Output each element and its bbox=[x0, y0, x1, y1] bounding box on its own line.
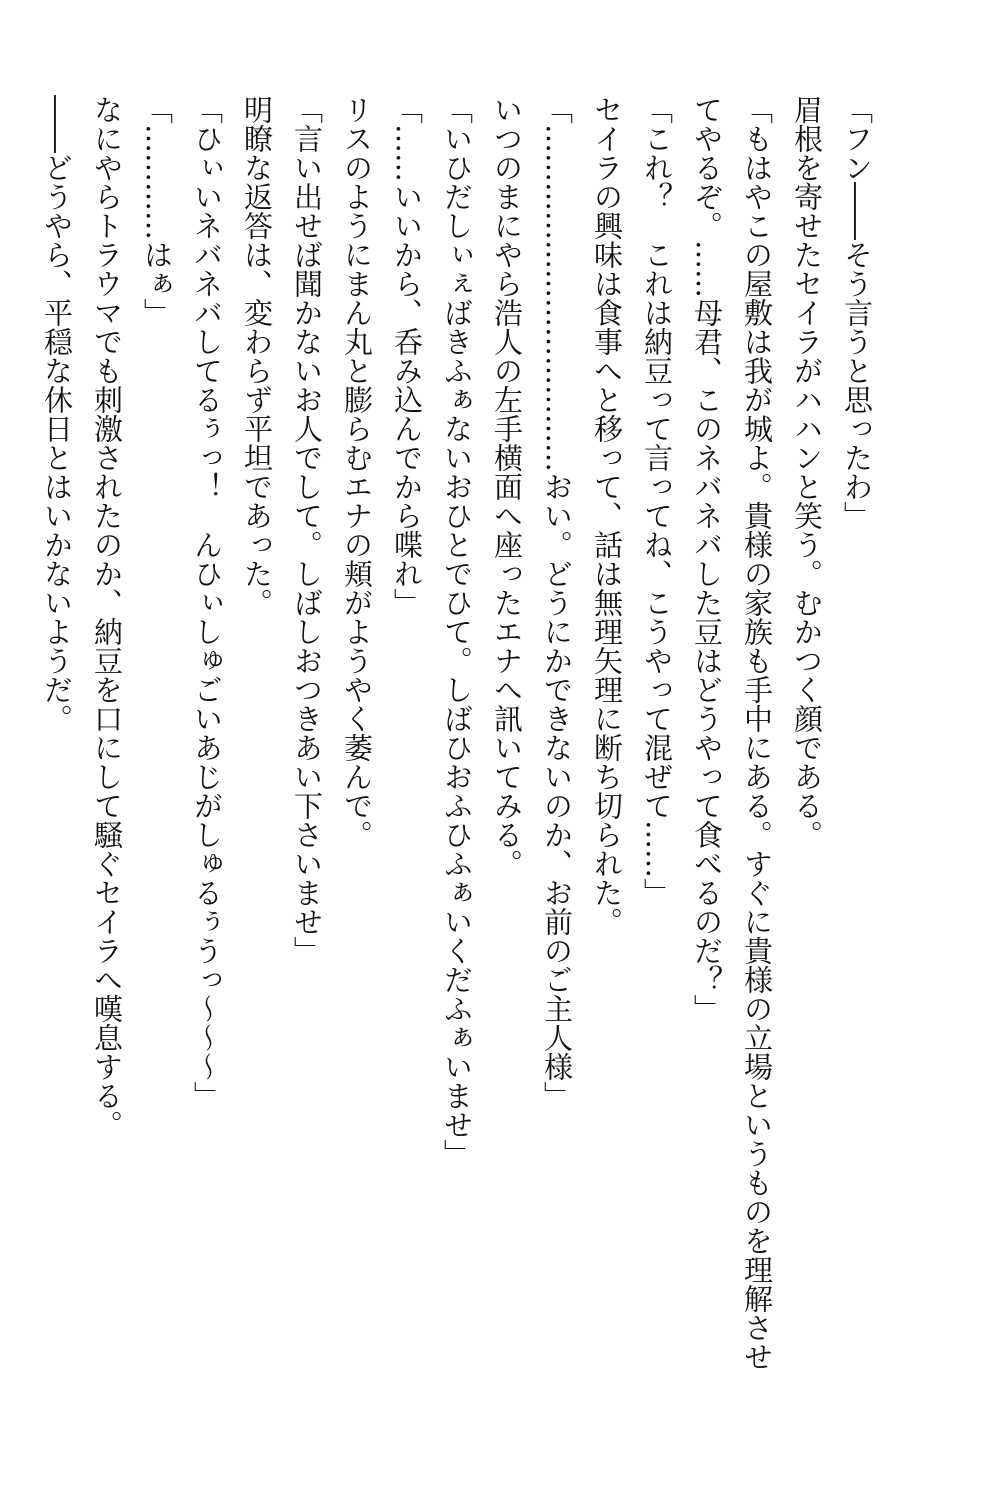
text-line: 眉根を寄せたセイラがハハンと笑う。むかつく顔である。 bbox=[790, 95, 824, 849]
text-line: 「いひだしぃぇばきふぁないおひとでひて。しばひおふひふぁいくだふぁいませ」 bbox=[440, 95, 474, 1168]
text-line: てやるぞ。……母君、このネバネバした豆はどうやって食べるのだ？」 bbox=[690, 95, 724, 1023]
text-line: 「ひぃいネバネバしてるぅっ！ んひぃしゅごいあじがしゅるぅうっ～～～」 bbox=[190, 95, 224, 1110]
text-line: 「もはやこの屋敷は我が城よ。貴様の家族も手中にある。すぐに貴様の立場というものを理解させ bbox=[740, 95, 774, 1371]
text-line: 「フン――そう言うと思ったわ」 bbox=[840, 95, 874, 530]
text-line: ――どうやら、平穏な休日とはいかないようだ。 bbox=[40, 95, 74, 733]
text-line: 「これ？ これは納豆って言ってね、こうやって混ぜて……」 bbox=[640, 95, 674, 907]
text-line: 「言い出せば聞かないお人でして。しばしおつきあい下さいませ」 bbox=[290, 95, 324, 965]
text-line: なにやらトラウマでも刺激されたのか、納豆を口にして騒ぐセイラへ嘆息する。 bbox=[90, 95, 124, 1139]
text-line: 「………………………………おい。どうにかできないのか、お前のご主人様」 bbox=[540, 95, 574, 1110]
text-line: リスのようにまん丸と膨らむエナの頬がようやく萎んで。 bbox=[340, 95, 374, 849]
text-line: セイラの興味は食事へと移って、話は無理矢理に断ち切られた。 bbox=[590, 95, 624, 936]
text-line: いつのまにやら浩人の左手横面へ座ったエナへ訊いてみる。 bbox=[490, 95, 524, 878]
text-line: 「……いいから、呑み込んでから喋れ」 bbox=[390, 95, 424, 617]
vertical-text-block bbox=[32, 95, 882, 1435]
text-line: 明瞭な返答は、変わらず平坦であった。 bbox=[240, 95, 274, 617]
text-line: 「…………はぁ」 bbox=[140, 95, 174, 327]
